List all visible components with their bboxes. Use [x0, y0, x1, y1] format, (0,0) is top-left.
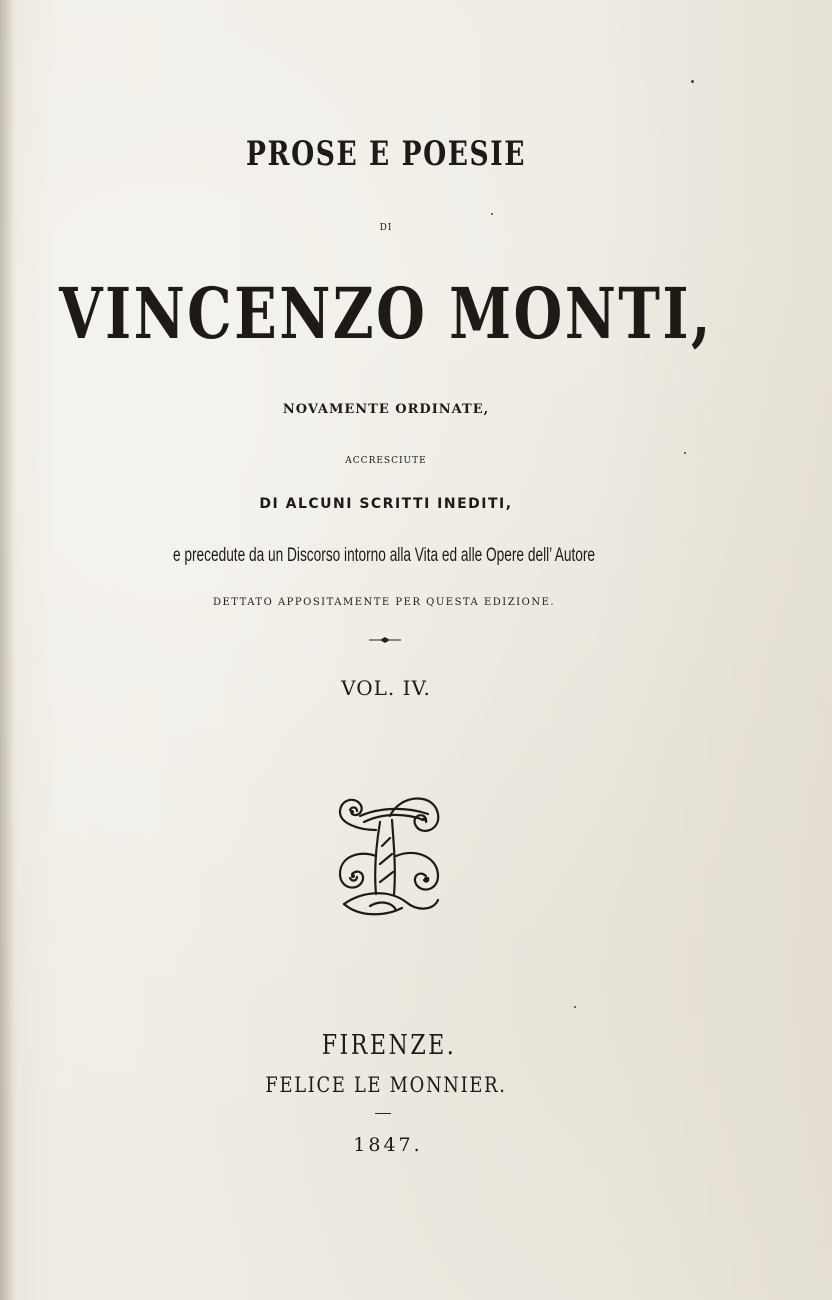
imprint-publisher: FELICE LE MONNIER. — [265, 1073, 507, 1097]
paper-speck — [691, 80, 694, 83]
paper-speck — [684, 452, 686, 454]
imprint-year: 1847. — [353, 1134, 423, 1156]
publisher-monogram-icon — [330, 786, 446, 924]
subtitle-discorso: e precedute da un Discorso intorno alla Vita ed alle Opere dell’ Autore — [172, 545, 596, 566]
dash-ornament-icon — [368, 634, 402, 646]
page-fold-shadow — [0, 0, 14, 1300]
paper-speck — [491, 213, 493, 215]
subtitle-dettato: DETTATO APPOSITAMENTE PER QUESTA EDIZIONE. — [212, 597, 556, 608]
volume-number: VOL. IV. — [341, 676, 431, 700]
subtitle-ordinate: NOVAMENTE ORDINATE, — [282, 402, 490, 417]
subtitle-inediti: DI ALCUNI SCRITTI INEDITI, — [259, 496, 513, 512]
imprint-city: FIRENZE. — [321, 1030, 457, 1061]
imprint-rule — [375, 1113, 391, 1114]
paper-speck — [574, 1006, 576, 1008]
author-preposition: DI — [379, 223, 393, 233]
author-name: VINCENZO MONTI, — [59, 272, 713, 355]
subtitle-accresciute: ACCRESCIUTE — [345, 456, 427, 466]
book-title: PROSE E POESIE — [246, 134, 526, 174]
